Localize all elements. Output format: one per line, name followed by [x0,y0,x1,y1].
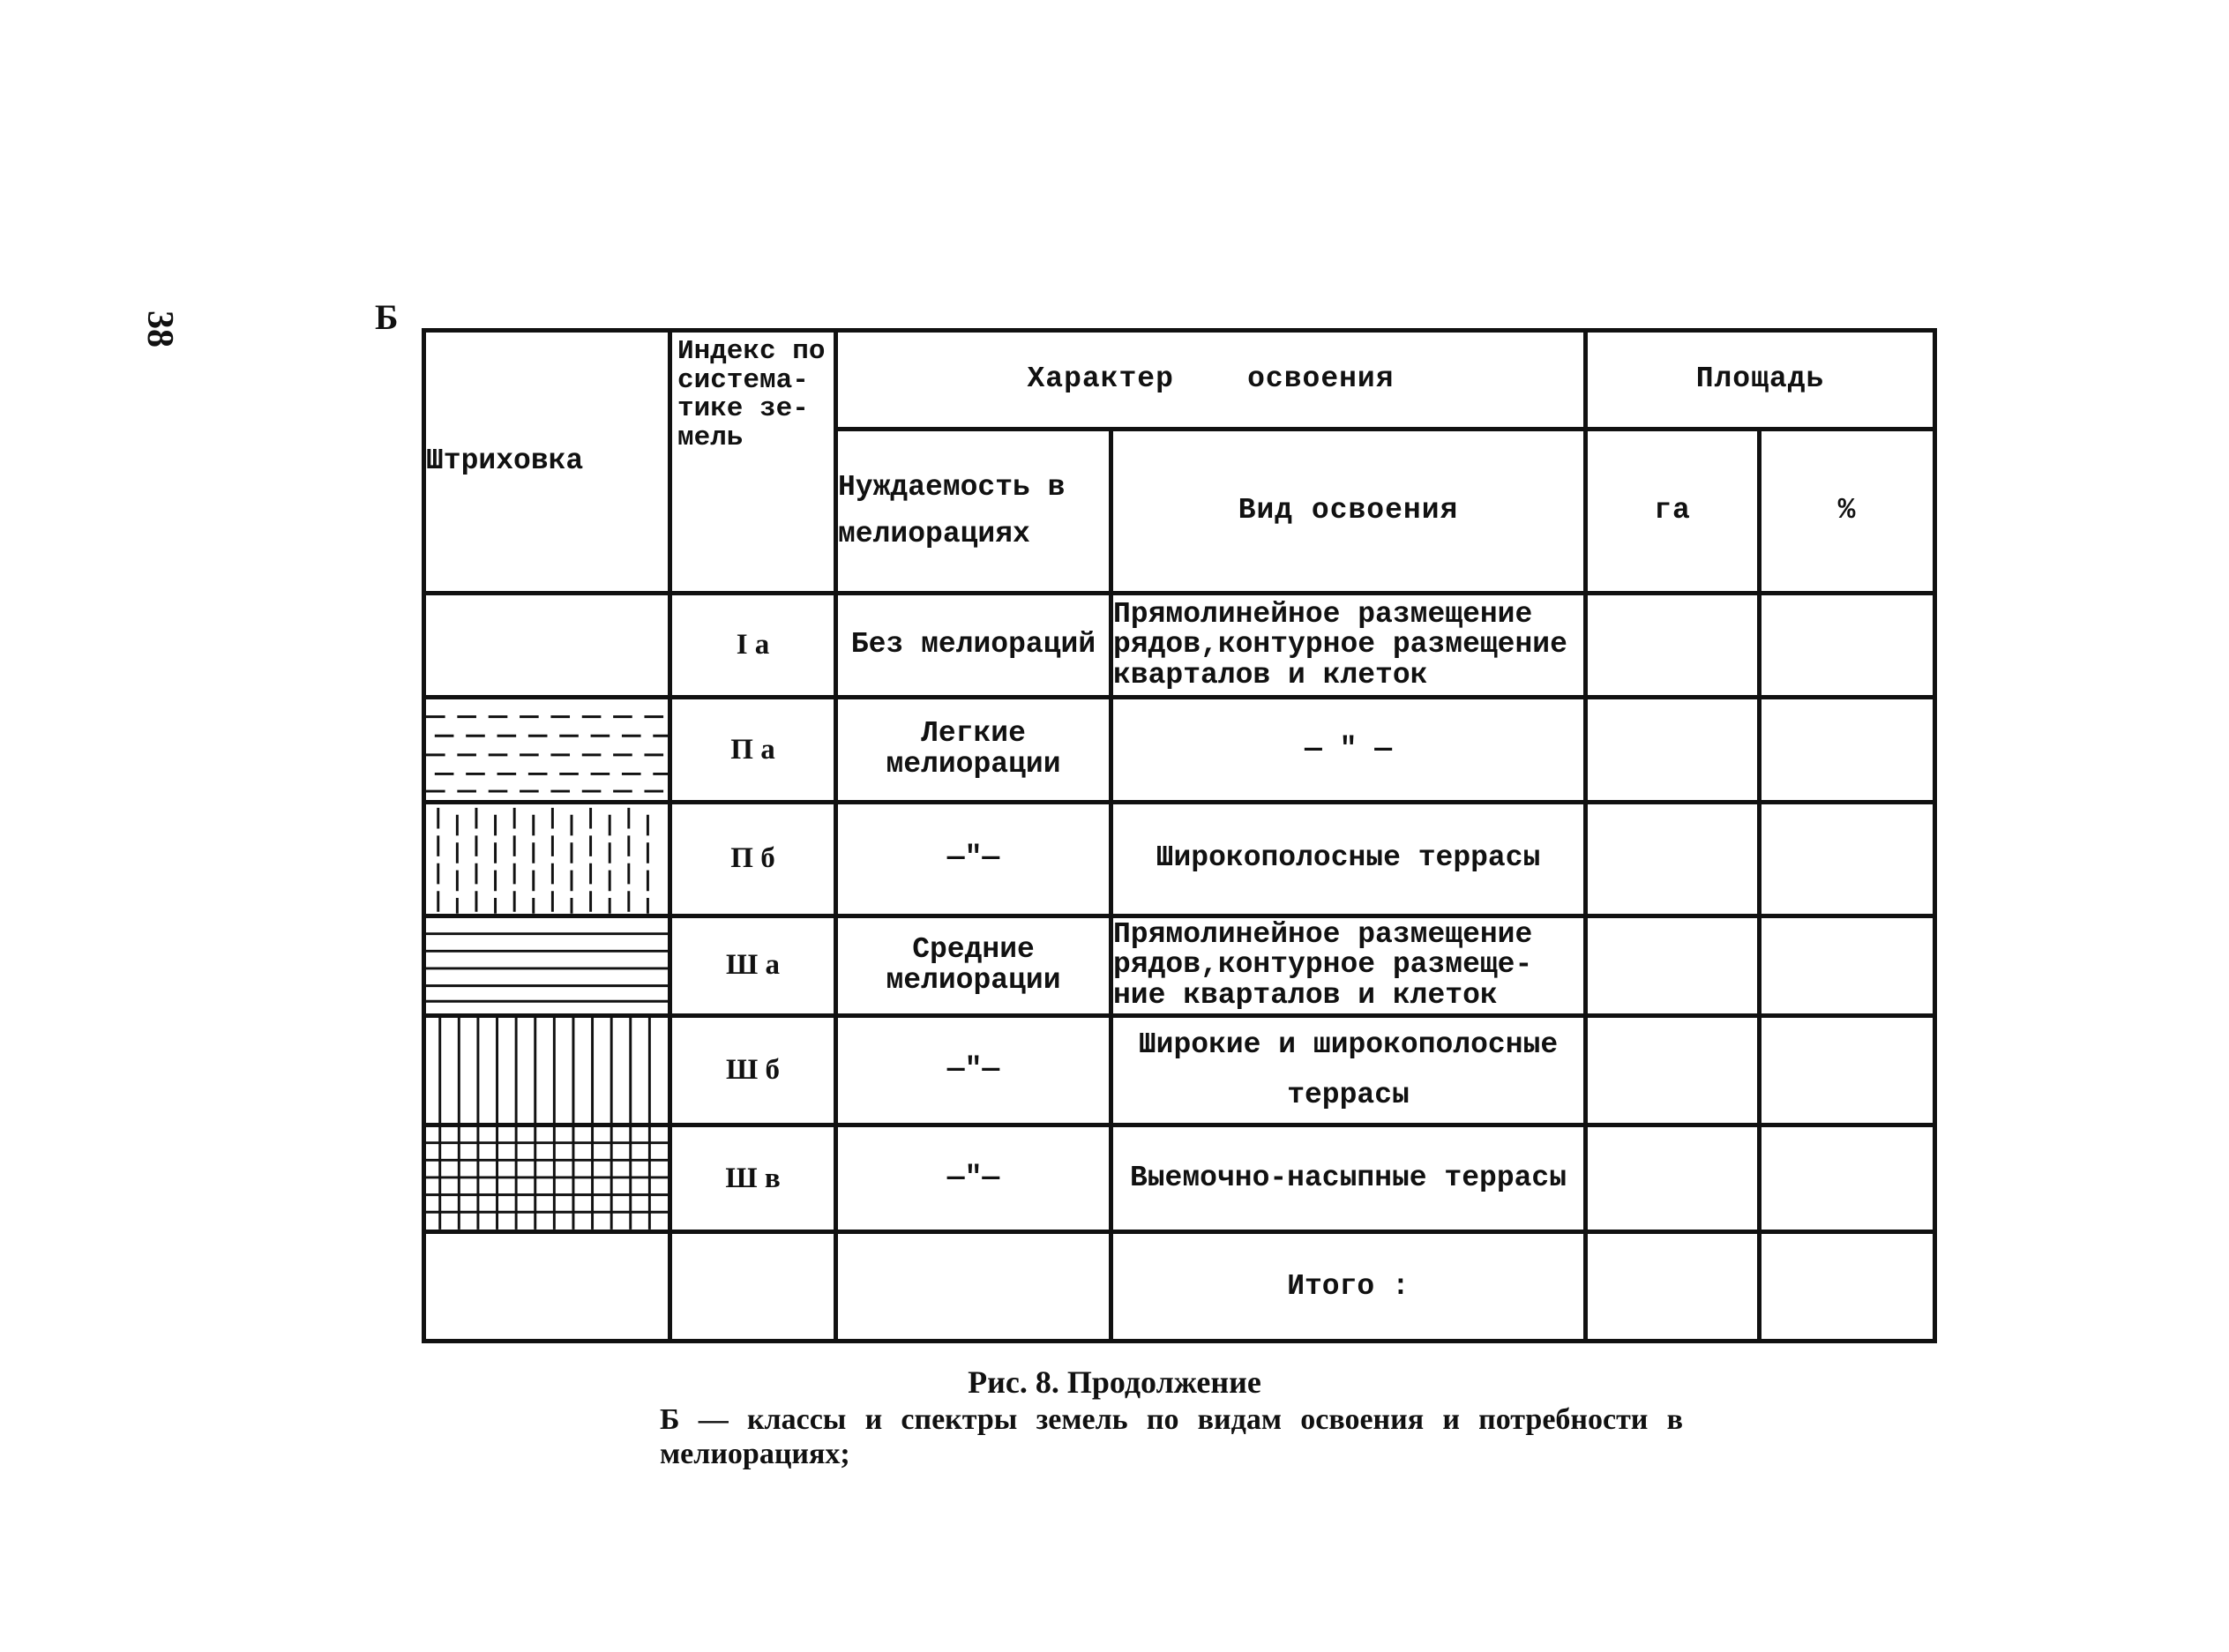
melioration-need: —"— [836,1015,1111,1125]
header-kind: Вид освоения [1111,430,1586,594]
header-percent: % [1760,430,1935,594]
hatch-horizontal [424,916,670,1015]
hatch-none [424,594,670,698]
header-hatching: Штриховка [424,331,670,594]
development-kind: Широкополосные террасы [1111,802,1586,916]
area-percent-cell [1760,1125,1935,1232]
class-index: П а [670,698,836,803]
total-ha-cell [1586,1232,1760,1342]
hatch-dashed-vertical [424,802,670,916]
class-index: Ш в [670,1125,836,1232]
page-number: 38 [139,310,180,348]
table-row [424,916,1935,1015]
development-kind: Прямолинейное размещение рядов,контурное размещение кварталов и клеток [1111,594,1586,698]
total-index-cell [670,1232,836,1342]
development-kind: Выемочно-насыпные террасы [1111,1125,1586,1232]
class-index: I а [670,594,836,698]
total-label: Итого : [1111,1232,1586,1342]
header-index: Индекс по система-тике зе-мель [670,331,836,594]
class-index: Ш а [670,916,836,1015]
development-kind: Прямолинейное размещение рядов,контурное размеще-ние кварталов и клеток [1111,916,1586,1015]
table-row [424,594,1935,698]
figure-caption-title: Рис. 8. Продолжение [968,1364,1261,1400]
hatch-grid [424,1125,670,1232]
area-ha-cell [1586,916,1760,1015]
class-index: П б [670,802,836,916]
development-kind: Широкие и широкополосные террасы [1111,1015,1586,1125]
table-row [424,1015,1935,1125]
area-percent-cell [1760,698,1935,803]
area-ha-cell [1586,594,1760,698]
header-area: Площадь [1586,331,1935,430]
header-ha: га [1586,430,1760,594]
header-need: Нуждаемость в мелиорациях [836,430,1111,594]
table-row-total [424,1232,1935,1342]
class-index: Ш б [670,1015,836,1125]
melioration-need: —"— [836,802,1111,916]
area-percent-cell [1760,594,1935,698]
melioration-need: —"— [836,1125,1111,1232]
melioration-need: Без мелиораций [836,594,1111,698]
melioration-need: Средние мелиорации [836,916,1111,1015]
table-row [424,698,1935,803]
header-character: Характер освоения [836,331,1586,430]
total-need-cell [836,1232,1111,1342]
land-classes-table [422,328,1937,1343]
section-letter: Б [375,297,399,337]
area-percent-cell [1760,916,1935,1015]
melioration-need: Легкие мелиорации [836,698,1111,803]
development-kind: — " — [1111,698,1586,803]
hatch-dashed [424,698,670,803]
total-hatch-cell [424,1232,670,1342]
area-ha-cell [1586,802,1760,916]
figure-caption-body: Б — классы и спектры земель по видам освоения и потребности в мелиорациях; [660,1403,1683,1471]
table-row [424,1125,1935,1232]
area-ha-cell [1586,698,1760,803]
area-ha-cell [1586,1125,1760,1232]
total-percent-cell [1760,1232,1935,1342]
area-percent-cell [1760,802,1935,916]
area-percent-cell [1760,1015,1935,1125]
hatch-vertical [424,1015,670,1125]
area-ha-cell [1586,1015,1760,1125]
table-row [424,802,1935,916]
